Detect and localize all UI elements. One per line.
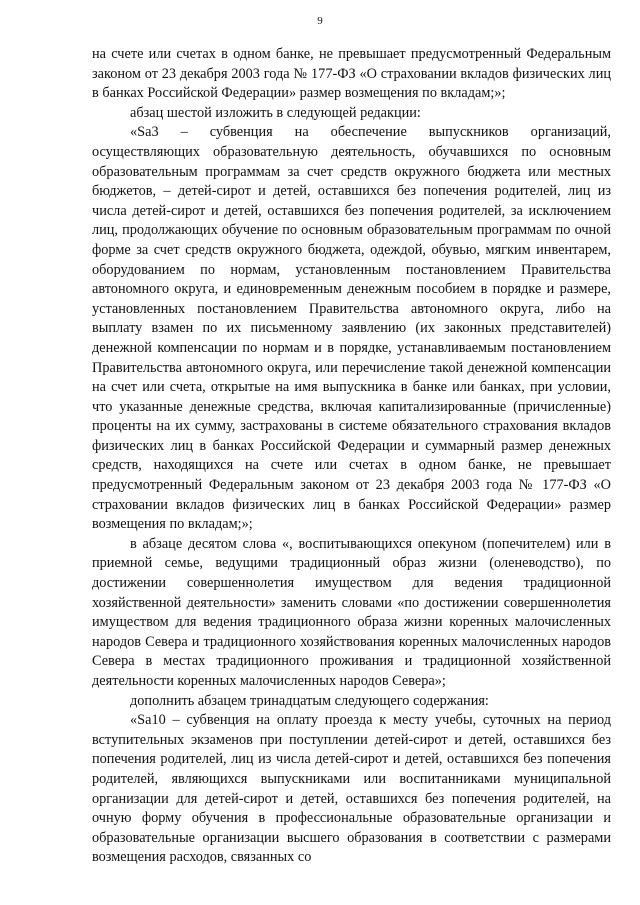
paragraph-instruction-sixth: абзац шестой изложить в следующей редакции: — [130, 104, 421, 121]
page-number: 9 — [317, 15, 323, 27]
paragraph-continuation: на счете или счетах в одном банке, не превышает предусмотренный Федеральным законом от 23 декабря 2003 года № 177-ФЗ «О страховании вкладов физических лиц в банках Российской Федерации» размер возмещения по вкладам;»; — [92, 46, 611, 102]
paragraph-sa3-definition: «Sa3 – субвенция на обеспечение выпускников организаций, осуществляющих образовательную деятельность, обучавшихся по основным образовательным программам за счет средств окружного бюджета или местных бюджетов, – детей-сирот и детей, оставшихся без попечения родителей, лиц из числа детей-сирот и детей, оставшихся без попечения родителей, за исключением лиц, продолжающих обучение по основным образовательным программам по очной форме за счет средств окружного бюджета, одеждой, обувью, мягким инвентарем, оборудованием по нормам, установленным постановлением Правительства автономного округа, и единовременным денежным пособием в порядке и размере, установленных постановлением Правительства автономного округа, либо на выплату взамен по их письменному заявлению (их законных представителей) денежной компенсации по нормам и в порядке, устанавливаемым постановлением Правительства автономного округа, или перечисление такой денежной компенсации на счет или счета, открытые на имя выпускника в банке или банках, при условии, что указанные денежные средства, включая капитализированные (причисленные) проценты на их сумму, застрахованы в системе обязательного страхования вкладов физических лиц в банках Российской Федерации и суммарный размер денежных средств, находящихся на счете или счетах в одном банке, не превышает предусмотренный Федеральным законом от 23 декабря 2003 года № 177-ФЗ «О страховании вкладов физических лиц в банках Российской Федерации» размер возмещения по вкладам;»; — [92, 124, 611, 533]
document-body — [92, 45, 611, 868]
paragraph-tenth-amendment: в абзаце десятом слова «, воспитывающихся опекуном (попечителем) или в приемной семье, ведущими традиционный образ жизни (оленеводство), по достижении совершеннолетия имуществом для ведения традиционной хозяйственной деятельности» заменить словами «по достижении совершеннолетия имуществом для ведения традиционного образа жизни коренных малочисленных народов Севера и традиционного хозяйствования коренных малочисленных народов Севера в местах традиционного проживания и традиционной хозяйственной деятельности коренных малочисленных народов Севера»; — [92, 535, 611, 689]
paragraph-instruction-thirteenth: дополнить абзацем тринадцатым следующего содержания: — [130, 692, 489, 709]
paragraph-sa10-definition: «Sa10 – субвенция на оплату проезда к месту учебы, суточных на период вступительных экзаменов при поступлении детей-сирот и детей, оставшихся без попечения родителей, лиц из числа детей-сирот и детей, оставшихся без попечения родителей, являющихся выпускниками или воспитанниками муниципальной организации для детей-сирот и детей, оставшихся без попечения родителей, на очную форму обучения в профессиональные образовательные организации и образовательные организации высшего образования в соответствии с размерами возмещения расходов, связанных со — [92, 712, 611, 866]
